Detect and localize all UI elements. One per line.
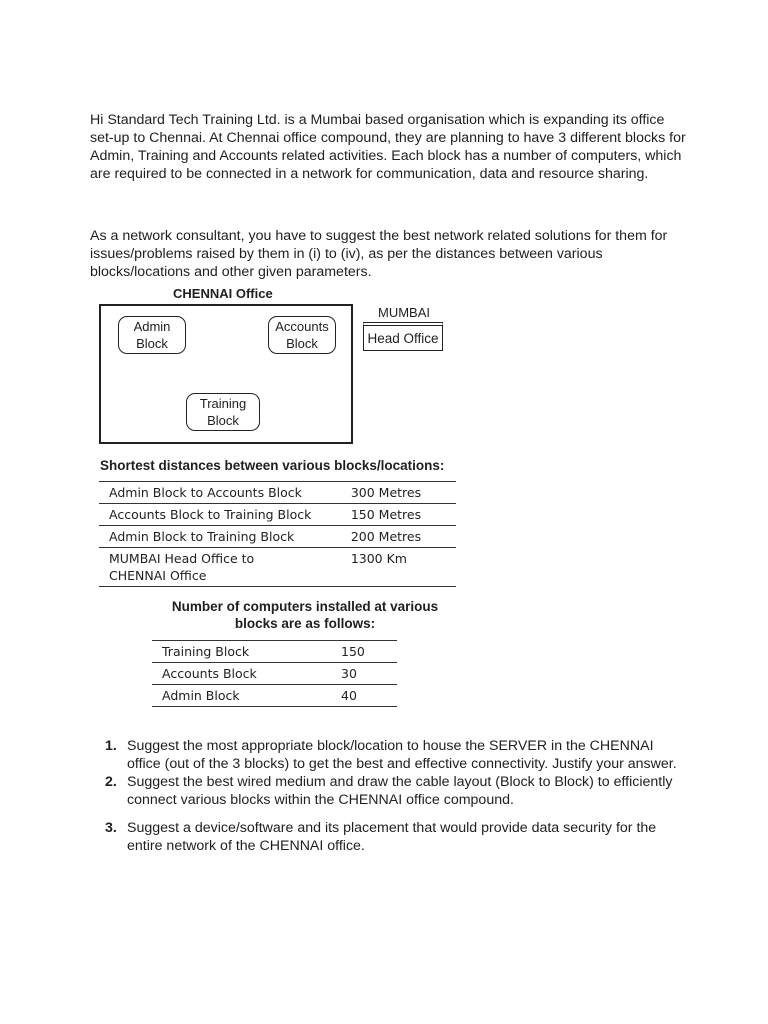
distance-cell: 150 Metres [351,504,456,526]
mumbai-label: MUMBAI [378,305,430,320]
computers-table [152,640,397,707]
count-cell: 150 [341,641,397,663]
block-cell: Admin Block [152,685,341,707]
question-list [105,737,685,855]
intro-paragraph-2: As a network consultant, you have to suggest the best network related solutions for them for issues/problems raised by them in (i) to (iv), as per the distances between various blocks/locations and other given parameters. [90,228,668,280]
question-number: 2. [105,774,117,790]
question-number: 3. [105,820,117,836]
route-cell: Admin Block to Accounts Block [99,482,351,504]
list-item [105,819,685,855]
count-cell: 30 [341,663,397,685]
route-cell: Accounts Block to Training Block [99,504,351,526]
block-cell: Accounts Block [152,663,341,685]
table-row [99,482,456,504]
distance-cell: 200 Metres [351,526,456,548]
computers-title: Number of computers installed at various blocks are as follows: [171,599,439,631]
question-text: Suggest a device/software and its placement that would provide data security for the entire network of the CHENNAI office. [127,820,657,854]
count-cell: 40 [341,685,397,707]
table-row [99,548,456,587]
list-item [105,737,685,773]
distances-title: Shortest distances between various blocks/locations: [100,458,445,473]
intro-paragraph-1: Hi Standard Tech Training Ltd. is a Mumbai based organisation which is expanding its office set-up to Chennai. At Chennai office compound, they are planning to have 3 different blocks for Admin, Training and Accounts related activities. Each block has a number of computers, which are required to be connected in a network for communication, data and resource sharing. [90,112,686,182]
question-text: Suggest the best wired medium and draw the cable layout (Block to Block) to efficiently connect various blocks within the CHENNAI office compound. [127,774,673,808]
question-text: Suggest the most appropriate block/location to house the SERVER in the CHENNAI office (out of the 3 blocks) to get the best and effective connectivity. Justify your answer. [127,738,677,772]
distances-table [99,481,456,587]
route-cell: Admin Block to Training Block [99,526,351,548]
route-cell: MUMBAI Head Office to CHENNAI Office [99,548,351,587]
accounts-block: Accounts Block [268,316,336,354]
block-cell: Training Block [152,641,341,663]
list-item [105,773,685,809]
table-row [152,641,397,663]
table-row [152,663,397,685]
training-block: Training Block [186,393,260,431]
distance-cell: 300 Metres [351,482,456,504]
question-number: 1. [105,738,117,754]
distance-cell: 1300 Km [351,548,456,587]
mumbai-head-office: Head Office [363,322,443,351]
table-row [99,526,456,548]
admin-block: Admin Block [118,316,186,354]
table-row [99,504,456,526]
table-row [152,685,397,707]
chennai-office-title: CHENNAI Office [173,286,273,301]
